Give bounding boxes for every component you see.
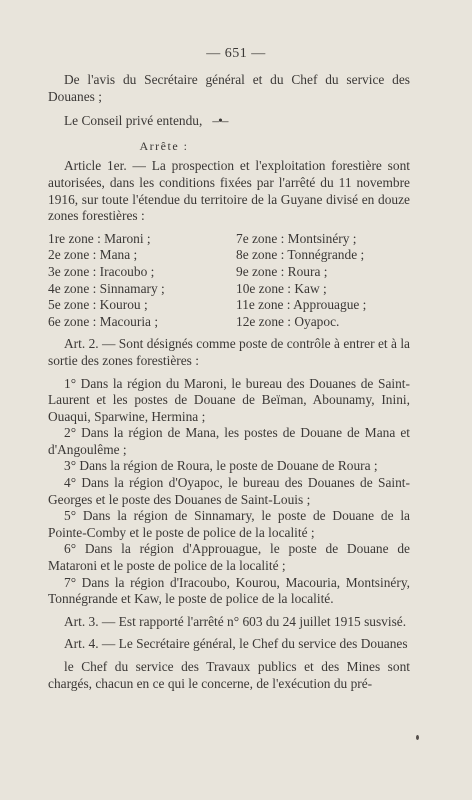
article-4: Art. 4. — Le Secrétaire général, le Chef du service des Douanes [64,636,408,652]
zone-8: 8e zone : Tonnégrande ; [236,247,365,263]
post-2: 2° Dans la région de Mana, les postes de Douane de Mana et d'Angoulême ; [48,425,410,457]
zone-3: 3e zone : Iracoubo ; [48,263,155,279]
arrete-heading: Arrête : [139,138,189,153]
post-5: 5° Dans la région de Sinnamary, le poste de Douane de la Pointe-Comby et le poste de police de la localité ; [48,508,410,540]
paragraph-avis: De l'avis du Secrétaire général et du Chef du service des Douanes ; [48,72,410,104]
article-2: Art. 2. — Sont désignés comme poste de contrôle à entrer et à la sortie des zones forestières : [48,336,410,368]
zone-6: 6e zone : Macouria ; [48,313,159,329]
zone-9: 9e zone : Roura ; [236,263,328,279]
post-3: 3° Dans la région de Roura, le poste de Douane de Roura ; [64,458,378,474]
article-3: Art. 3. — Est rapporté l'arrêté n° 603 du 24 juillet 1915 susvisé. [64,613,407,629]
zone-1: 1re zone : Maroni ; [48,230,151,246]
article-1: Article 1er. — La prospection et l'exploitation forestière sont autorisées, dans les conditions fixées par l'arrêté du 11 novembre 1916, sur toute l'étendue du territoire de la Guyane divisé en douze zones forestières : [48,158,410,224]
post-4: 4° Dans la région d'Oyapoc, le bureau des Douanes de Saint-Georges et le poste des Douanes de Saint-Louis ; [48,475,410,507]
zone-12: 12e zone : Oyapoc. [236,313,340,329]
final-paragraph: le Chef du service des Travaux publics et des Mines sont chargés, chacun en ce qui le concerne, de l'exécution du pré- [48,659,410,691]
page-number: — 651 — [206,46,266,61]
zone-7: 7e zone : Montsinéry ; [236,230,357,246]
post-1: 1° Dans la région du Maroni, le bureau des Douanes de Saint-Laurent et les postes de Douane de Beïman, Abounamy, Inini, Ouaqui, Sparwine, Hermina ; [48,375,410,424]
paragraph-conseil [48,113,410,130]
post-7: 7° Dans la région d'Iracoubo, Kourou, Macouria, Montsinéry, Tonnégrande et Kaw, le poste de police de la localité. [48,574,410,607]
zones-list [48,231,410,331]
ink-dot [416,735,419,740]
zone-4: 4e zone : Sinnamary ; [48,280,165,296]
ink-mark: –•– [212,113,228,129]
zone-11: 11e zone : Approuague ; [236,297,367,313]
zone-2: 2e zone : Mana ; [48,247,138,263]
post-6: 6° Dans la région d'Approuague, le poste de Douane de Mataroni et le poste de police de la localité ; [48,541,410,574]
zone-10: 10e zone : Kaw ; [236,280,327,296]
zone-5: 5e zone : Kourou ; [48,297,148,313]
conseil-text: Le Conseil privé entendu, [64,113,203,129]
document-body [48,0,410,692]
